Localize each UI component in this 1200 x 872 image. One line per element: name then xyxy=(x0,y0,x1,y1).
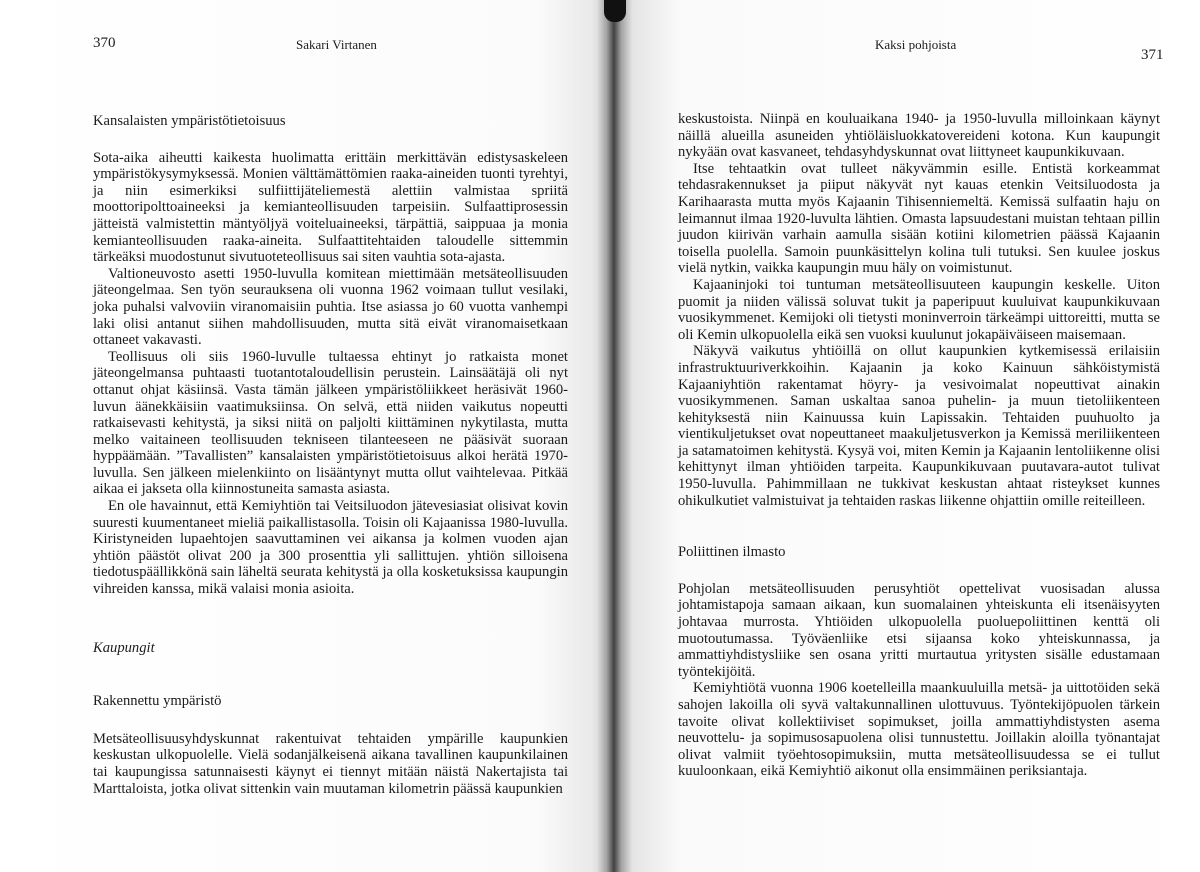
paragraph: Valtioneuvosto asetti 1950-luvulla komitean miettimään metsäteollisuuden jäteongelmaa. Sen työn seurauksena oli vuonna 1962 voimaan tullut vesilaki, joka puhalsi valvoviin viranomaisiin puhtia. Itse asiassa jo 60 vuotta vanhempi laki olisi antanut siihen mahdollisuuden, mutta sitä eivät viranomaisetkaan ottaneet vakavasti. xyxy=(93,265,568,349)
left-text-column xyxy=(93,113,568,797)
paragraph: Metsäteollisuusyhdyskunnat rakentuivat tehtaiden ympärille kaupunkien keskustan ulkopuolelle. Vielä sodanjälkeisenä aikana tavallinen kaupunkilainen tai kaupungissa satunnaisesti käynyt ei tiennyt mitään näistä Nakertajista tai Marttaloista, jotka olivat sittenkin vain muutaman kilometrin päässä kaupunkien xyxy=(93,730,568,797)
section-heading: Kansalaisten ympäristötietoisuus xyxy=(93,113,286,129)
paragraph: Kajaaninjoki toi tuntuman metsäteollisuuteen kaupungin keskelle. Uiton puomit ja niiden välissä soluvat tukit ja paperipuut kuuluivat kaupunkikuvaan vuosikymmenet. Kemijoki oli tietysti moninverroin tärkeämpi uittoreitti, mutta se oli Kemin ulkopuolella eikä sen vuoksi kuulunut jokapäiväiseen maisemaan. xyxy=(678,276,1160,343)
binding-shadow xyxy=(604,0,626,22)
paragraph: En ole havainnut, että Kemiyhtiön tai Veitsiluodon jätevesiasiat olisivat kovin suuresti kuumentaneet mieliä paikallistasolla. Toisin oli Kajaanissa 1980-luvulla. Kiristyneiden lupaehtojen saavuttaminen vei aikansa ja kolmen vuoden ajan yhtiön päästöt olivat 200 ja 300 prosenttia yli sallittujen. yhtiön silloisena tiedotuspäällikkönä sain läheltä seurata kehitystä ja olla kosketuksissa kaupungin vihreiden kanssa, mikä valaisi monia asioita. xyxy=(93,498,568,598)
paragraph: Pohjolan metsäteollisuuden perusyhtiöt opettelivat vuosisadan alussa johtamistapoja samaan aikaan, kun suomalainen yhteiskunta eli itsenäisyyten johtavaa murrosta. Yhtiöiden ulkopuolella puoluepoliittinen kenttä oli muotoutumassa. Työväenliike etsi sijaansa koko yhteiskunnassa, ja ammattiyhdistysliike sen osana yritti murtautua yritysten sisälle edustamaan työntekijöitä. xyxy=(678,580,1160,680)
section-heading: Poliittinen ilmasto xyxy=(678,544,786,561)
running-head: Kaksi pohjoista xyxy=(875,37,957,52)
paragraph: Teollisuus oli siis 1960-luvulle tultaessa ehtinyt jo ratkaista monet jäteongelmansa puhtaasti tuotantotaloudellisin perustein. Lainsäätäjä oli nyt ottanut ohjat käsiinsä. Vasta tämän jälkeen ympäristöliikkeet heräsivät 1960-luvun äänekkäisiin vaatimuksiinsa. On selvä, että niiden vaikutus nopeutti ratkaisevasti kehitystä, ja siksi niitä on paljolti kiittäminen nykytilasta, mutta melko vaitaineen teollisuuden tekniseen tilanteeseen ne pääsivät suoraan hyppäämään. ”Tavallisten” kansalaisten ympäristötietoisuus alkoi herätä 1970-luvulla. Sen jälkeen mielenkiinto on lisääntynyt mutta ollut vaihtelevaa. Pitkää aikaa ei jakseta olla kiinnostuneita samasta asiasta. xyxy=(93,348,568,498)
running-head: Sakari Virtanen xyxy=(296,37,377,52)
right-page xyxy=(610,0,1200,872)
book-gutter xyxy=(596,0,632,872)
page-number: 371 xyxy=(1141,47,1164,63)
section-heading: Rakennettu ympäristö xyxy=(93,693,222,710)
paragraph: keskustoista. Niinpä en kouluaikana 1940- ja 1950-luvulla milloinkaan käynyt näillä alueilla asuneiden yhtiöläisluokkatovereideni kotona. Kun kaupungit nykyään ovat kasvaneet, tehdasyhdyskunnat ovat liittyneet kaupunkikuvaan. xyxy=(678,111,1160,161)
right-text-column xyxy=(678,111,1160,780)
paragraph: Sota-aika aiheutti kaikesta huolimatta erittäin merkittävän edistysaskeleen ympäristökysymyksessä. Monien välttämättömien raaka-aineiden tuonti tyrehtyi, ja niin esimerkiksi sulfiittijäteliemestä alettiin valmistaa spriitä moottoripolttoaineeksi ja kemianteollisuuden tarpeisiin. Sulfaattiprosessin jätteistä valmistettin mäntyöljyä voiteluaineeksi, tärpättiä, saippuaa ja monia kemianteollisuuden raaka-aineita. Sulfaattitehtaiden taloudelle sittemmin tärkeäksi muodostunut sivutuoteteollisuus sai siten vauhtia sota-ajasta. xyxy=(93,149,568,266)
page-number: 370 xyxy=(93,35,116,51)
paragraph: Itse tehtaatkin ovat tulleet näkyvämmin esille. Entistä korkeammat tehdasrakennukset ja piiput näkyvät nyt kauas etenkin Veitsiluodosta ja Karihaarasta mutta myös Kajaanin Tihisenniemeltä. Kemissä sulfaatin haju on leimannut ilmaa 1920-luvulta lähtien. Omasta lapsuudestani muistan tehtaan pillin juudon kiirivän varhain aamulla sisään kotiini kilometrien päässä Kajaanin toisella puolella. Samoin puunkäsittelyn kolina tuli tutuksi. Sen kuulee joskus vielä nytkin, vaikka kaupungin muu häly on voimistunut. xyxy=(678,160,1160,277)
paragraph: Kemiyhtiötä vuonna 1906 koetelleilla maankuuluilla metsä- ja uittotöiden sekä sahojen lakoilla oli syvä valtakunnallinen ulottuvuus. Työntekijöpuolen tärkein tavoite olivat kollektiiviset sopimukset, joilla ammattiyhdistysten asema neuvottelu- ja sopimusosapuolena olisi tunnustettu. Joillakin aloilla työnantajat olivat valmiit työehtosopimuksiin, mutta metsäteollisuudessa se ei tullut kuuloonkaan, eikä Kemiyhtiö aikonut olla ensimmäinen periksiantaja. xyxy=(678,680,1160,780)
subsection-heading: Kaupungit xyxy=(93,639,155,656)
paragraph: Näkyvä vaikutus yhtiöillä on ollut kaupunkien kytkemisessä erilaisiin infrastruktuuriverkkoihin. Kajaanin ja koko Kainuun sähköistymistä Kajaaniyhtiön rakentamat höyry- ja vesivoimalat nopeuttivat ainakin vuosikymmenen. Saman uskaltaa sanoa puhelin- ja muun tietoliikenteen kehityksestä niin Kainuussa kuin Lapissakin. Tehtaiden puuhuolto ja vientikuljetukset ovat nopeuttaneet maakuljetusverkon ja Kemissä meriliikenteen ja satamatoimen kehitystä. Kysyä voi, miten Kemin ja Kajaanin lentoliikenne olisi kehittynyt ilman yhtiöiden tarpeita. Kaupunkikuvaan puutavara-autot tulivat 1950-luvulla. Pahimmillaan ne tukkivat keskustan ahtaat risteykset kunnes ohikulkutiet valmistuivat ja tehtaiden raskas liikenne ohjattiin omille reiteilleen. xyxy=(678,343,1160,509)
